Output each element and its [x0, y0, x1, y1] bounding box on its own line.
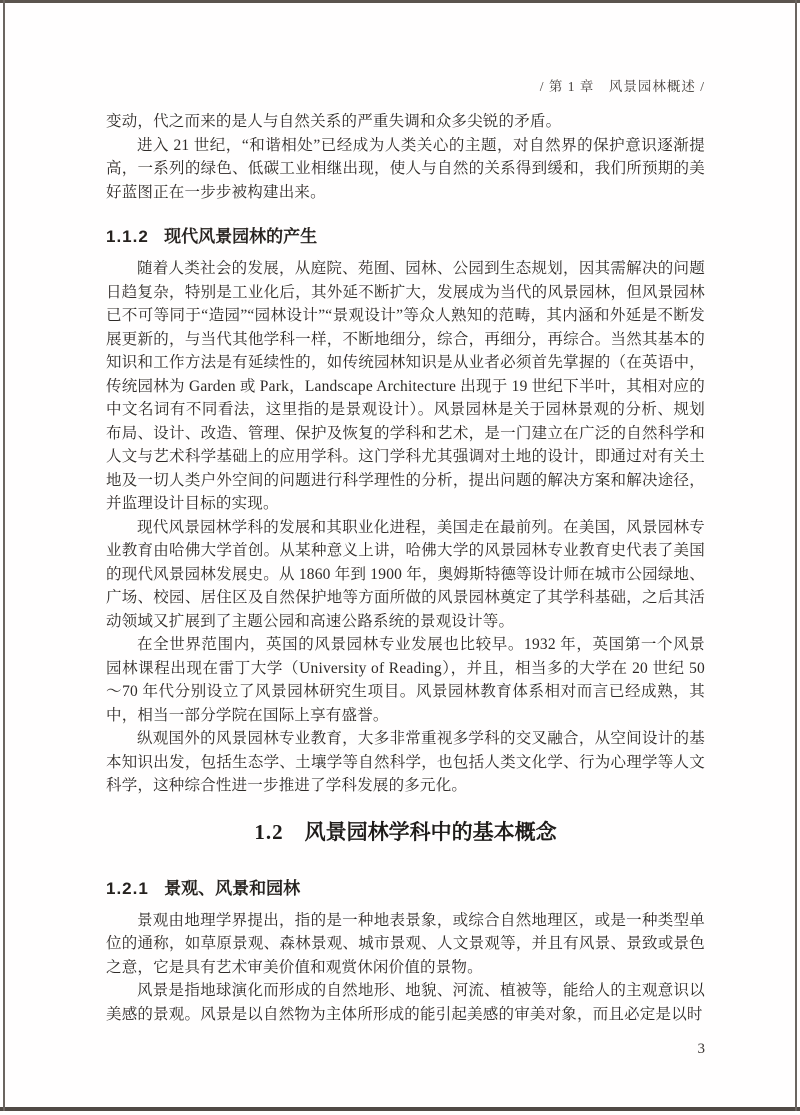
heading-title: 风景园林学科中的基本概念	[304, 820, 557, 844]
section-heading-1-2-1	[106, 876, 705, 902]
paragraph: 景观由地理学界提出，指的是一种地表景象，或综合自然地理区，或是一种类型单位的通称，如草原景观、森林景观、城市景观、人文景观等，并且有风景、景致或景色之意，它是具有艺术审美价值和观赏休闲价值的景物。	[106, 911, 705, 976]
section-heading-1-2	[106, 817, 705, 848]
paragraph: 随着人类社会的发展，从庭院、苑囿、园林、公园到生态规划，因其需解决的问题日趋复杂，特别是工业化后，其外延不断扩大，发展成为当代的风景园林，但风景园林已不可等同于“造园”“园林设计”“景观设计”等众人熟知的范畴，其内涵和外延是不断发展更新的，与当代其他学科一样，不断地细分，综合，再细分，再综合。当然其基本的知识和工作方法是有延续性的，如传统园林知识是从业者必须首先掌握的（在英语中，传统园林为 Garden 或 Park，Landscape Architecture 出现于 19 世纪下半叶，其相对应的中文名词有不同看法，这里指的是景观设计）。风景园林是关于园林景观的分析、规划布局、设计、改造、管理、保护及恢复的学科和艺术，是一门建立在广泛的自然科学和人文与艺术科学基础上的应用学科。这门学科尤其强调对土地的设计，即通过对有关土地及一切人类户外空间的问题进行科学理性的分析，提出问题的解决方案和解决途径，并监理设计目标的实现。	[106, 260, 705, 512]
heading-number: 1.1.2	[106, 227, 149, 246]
page-border-right	[795, 0, 797, 1111]
paragraph: 在全世界范围内，英国的风景园林专业发展也比较早。1932 年，英国第一个风景园林课程出现在雷丁大学（University of Reading），并且，相当多的大学在 20 世纪 50～70 年代分别设立了风景园林研究生项目。风景园林教育体系相对而言已经成熟，其中，相当一部分学院在国际上享有盛誉。	[106, 636, 705, 724]
section-heading-1-1-2	[106, 224, 705, 250]
paragraph: 进入 21 世纪，“和谐相处”已经成为人类关心的主题，对自然界的保护意识逐渐提高，一系列的绿色、低碳工业相继出现，使人与自然的关系得到缓和，我们所预期的美好蓝图正在一步步被构建出来。	[106, 136, 705, 201]
heading-title: 景观、风景和园林	[164, 878, 301, 898]
paragraph: 现代风景园林学科的发展和其职业化进程，美国走在最前列。在美国，风景园林专业教育由哈佛大学首创。从某种意义上讲，哈佛大学的风景园林专业教育史代表了美国的现代风景园林发展史。从 1860 年到 1900 年，奥姆斯特德等设计师在城市公园绿地、广场、校园、居住区及自然保护地等方面所做的风景园林奠定了其学科基础，之后其活动领域又扩展到了主题公园和高速公路系统的景观设计等。	[106, 518, 705, 630]
heading-number: 1.2	[254, 819, 284, 844]
page-content	[106, 0, 705, 1026]
paragraph: 纵观国外的风景园林专业教育，大多非常重视多学科的交叉融合，从空间设计的基本知识出发，包括生态学、土壤学等自然科学，也包括人类文化学、行为心理学等人文科学，这种综合性进一步推进了学科发展的多元化。	[106, 730, 705, 794]
paragraph: 风景是指地球演化而形成的自然地形、地貌、河流、植被等，能给人的主观意识以美感的景观。风景是以自然物为主体所形成的能引起美感的审美对象，而且必定是以时	[106, 982, 705, 1023]
body-text	[106, 110, 705, 1026]
heading-title: 现代风景园林的产生	[164, 227, 318, 246]
page-number: 3	[697, 1041, 705, 1057]
running-header: / 第 1 章 风景园林概述 /	[539, 79, 705, 94]
heading-number: 1.2.1	[106, 878, 149, 898]
page-border-left	[3, 0, 5, 1111]
page-border-bottom	[0, 1107, 800, 1111]
paragraph-continuation: 变动，代之而来的是人与自然关系的严重失调和众多尖锐的矛盾。	[106, 113, 562, 130]
